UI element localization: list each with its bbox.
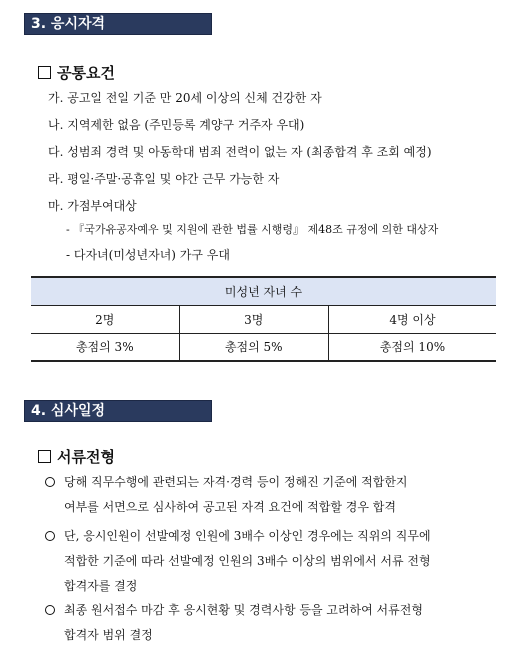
circle-bullet-icon <box>45 605 55 615</box>
requirement-item: 가. 공고일 전일 기준 만 20세 이상의 신체 건강한 자 <box>48 91 322 105</box>
table-row <box>31 333 496 361</box>
requirement-item: 나. 지역제한 없음 (주민등록 계양구 거주자 우대) <box>48 118 305 132</box>
subsection-title-common-requirements <box>38 62 115 83</box>
circle-bullet-icon <box>45 477 55 487</box>
bonus-subitem: - 다자녀(미성년자녀) 가구 우대 <box>66 248 230 262</box>
table-cell: 4명 이상 <box>328 305 496 333</box>
requirement-item: 라. 평일·주말·공휴일 및 야간 근무 가능한 자 <box>48 172 280 186</box>
section-header-eligibility: 3. 응시자격 <box>24 13 212 35</box>
table-header: 미성년 자녀 수 <box>31 277 496 305</box>
table-cell: 총점의 10% <box>328 333 496 361</box>
screening-text-line: 합격자를 결정 <box>64 579 138 593</box>
screening-text-line: 합격자 범위 결정 <box>64 628 153 642</box>
screening-text-line: 당해 직무수행에 관련되는 자격·경력 등이 정해진 기준에 적합한지 <box>64 475 408 489</box>
requirement-item: 마. 가점부여대상 <box>48 199 137 213</box>
requirement-item: 다. 성범죄 경력 및 아동학대 범죄 전력이 없는 자 (최종합격 후 조회 예정) <box>48 145 432 159</box>
subsection-title-document-screening <box>38 446 115 467</box>
table-cell: 총점의 5% <box>179 333 328 361</box>
table-cell: 총점의 3% <box>31 333 179 361</box>
subsection-title-text: 공통요건 <box>57 64 115 82</box>
section-header-review-schedule: 4. 심사일정 <box>24 400 212 422</box>
square-bullet-icon <box>38 450 51 463</box>
circle-bullet-icon <box>45 531 55 541</box>
table-cell: 3명 <box>179 305 328 333</box>
table-row <box>31 305 496 333</box>
screening-text-line: 적합한 기준에 따라 선발예정 인원의 3배수 이상의 범위에서 서류 전형 <box>64 554 431 568</box>
table-cell: 2명 <box>31 305 179 333</box>
bonus-subitem: - 『국가유공자예우 및 지원에 관한 법률 시행령』 제48조 규정에 의한 대상자 <box>66 223 439 236</box>
screening-text-line: 여부를 서면으로 심사하여 공고된 자격 요건에 적합할 경우 합격 <box>64 500 396 514</box>
square-bullet-icon <box>38 66 51 79</box>
bonus-points-table <box>31 276 496 362</box>
subsection-title-text: 서류전형 <box>57 448 115 466</box>
screening-text-line: 단, 응시인원이 선발예정 인원에 3배수 이상인 경우에는 직위의 직무에 <box>64 529 431 543</box>
screening-text-line: 최종 원서접수 마감 후 응시현황 및 경력사항 등을 고려하여 서류전형 <box>64 603 423 617</box>
